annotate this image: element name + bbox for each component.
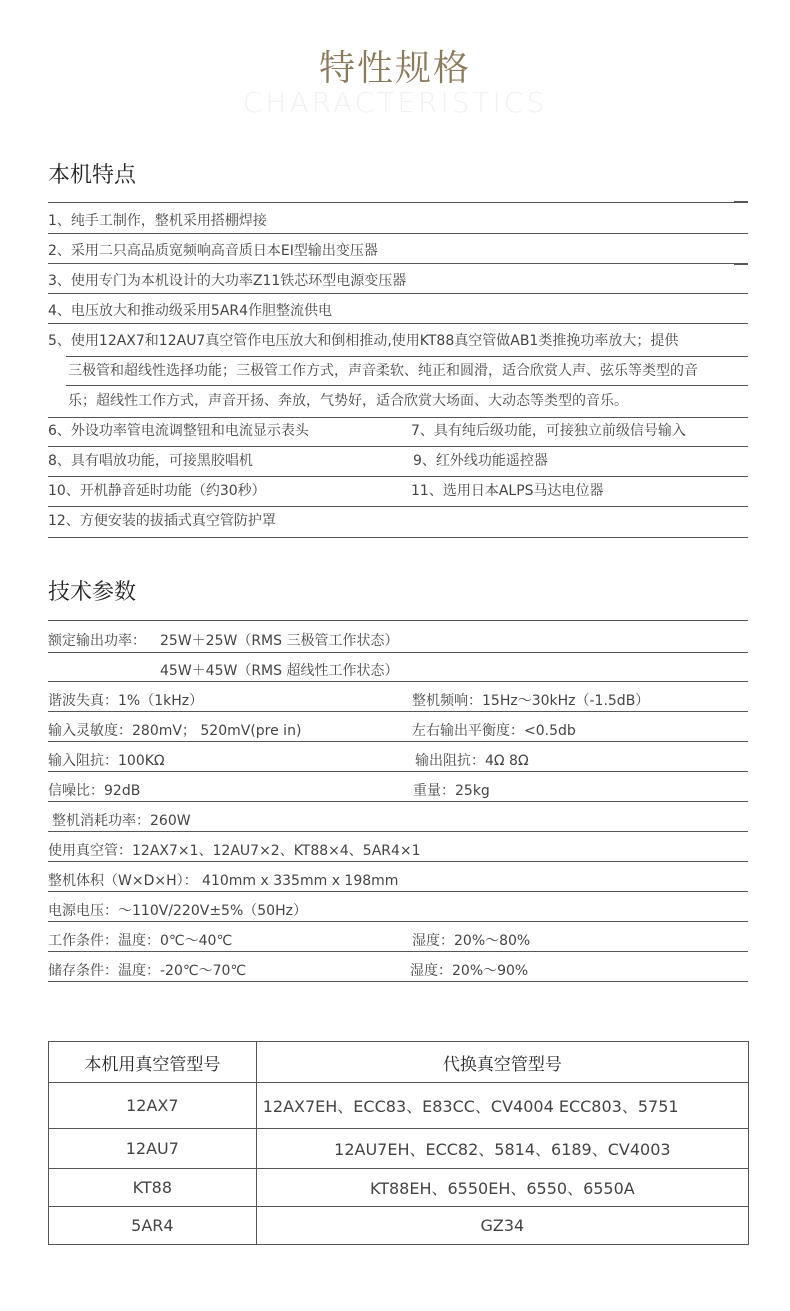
feature-item-continued: 乐；超线性工作方式，声音开扬、奔放，气势好，适合欣赏大场面、大动态等类型的音乐。: [68, 393, 628, 409]
divider: [48, 506, 748, 507]
divider: [48, 741, 748, 742]
spec-channel-balance: 左右输出平衡度：<0.5db: [412, 723, 576, 739]
divider: [48, 446, 748, 447]
table-cell-original: 5AR4: [49, 1207, 257, 1245]
feature-item: 12、方便安装的拔插式真空管防护罩: [48, 513, 276, 529]
feature-item: 10、开机静音延时功能（约30秒）: [48, 483, 266, 499]
divider: [66, 356, 748, 357]
divider: [48, 652, 748, 653]
divider: [48, 831, 748, 832]
divider: [48, 801, 748, 802]
divider: [48, 711, 748, 712]
spec-weight: 重量：25kg: [413, 783, 490, 799]
divider: [48, 293, 748, 294]
feature-item: 6、外设功率管电流调整钮和电流显示表头: [48, 423, 309, 439]
spec-thd: 谐波失真：1%（1kHz）: [48, 693, 204, 709]
features-heading: 本机特点: [48, 163, 137, 188]
table-cell-original: KT88: [49, 1169, 257, 1207]
table-row: [49, 1083, 749, 1129]
table-row: [49, 1129, 749, 1169]
divider: [48, 263, 748, 264]
divider: [48, 921, 748, 922]
spec-storage-humidity: 湿度：20%～90%: [410, 963, 529, 979]
column-header-substitute-tube: 代换真空管型号: [256, 1042, 748, 1083]
divider: [66, 385, 748, 386]
table-cell-substitute: 12AU7EH、ECC82、5814、6189、CV4003: [256, 1129, 748, 1169]
divider: [48, 476, 748, 477]
divider: [48, 233, 748, 234]
divider: [48, 951, 748, 952]
spec-frequency-response: 整机频响：15Hz～30kHz（-1.5dB）: [412, 693, 650, 709]
spec-label-output-power: 额定输出功率：: [48, 633, 146, 649]
feature-item: 11、选用日本ALPS马达电位器: [411, 483, 604, 499]
feature-item: 5、使用12AX7和12AU7真空管作电压放大和倒相推动,使用KT88真空管做AB1类推挽功率放大；提供: [48, 333, 679, 349]
feature-item: 1、纯手工制作，整机采用搭棚焊接: [48, 213, 267, 229]
divider: [48, 202, 748, 203]
spec-output-power-triode: 25W＋25W（RMS 三极管工作状态）: [160, 633, 399, 649]
divider: [48, 981, 748, 982]
table-cell-original: 12AX7: [49, 1083, 257, 1129]
divider: [48, 861, 748, 862]
specs-heading: 技术参数: [48, 580, 137, 605]
spec-operating-temp: 工作条件：温度：0℃～40℃: [48, 933, 233, 949]
divider: [734, 264, 748, 265]
spec-output-power-ultralinear: 45W＋45W（RMS 超线性工作状态）: [160, 663, 399, 679]
spec-tubes-used: 使用真空管：12AX7×1、12AU7×2、KT88×4、5AR4×1: [48, 843, 421, 859]
divider: [48, 417, 748, 418]
table-row: [49, 1169, 749, 1207]
spec-operating-humidity: 湿度：20%～80%: [412, 933, 531, 949]
spec-dimensions: 整机体积（W×D×H）： 410mm x 335mm x 198mm: [48, 873, 399, 889]
spec-input-sensitivity: 输入灵敏度：280mV； 520mV(pre in): [48, 723, 302, 739]
feature-item: 2、采用二只高品质宽频响高音质日本EI型输出变压器: [48, 243, 378, 259]
tube-substitution-table: [48, 1041, 749, 1245]
spec-input-impedance: 输入阻抗：100KΩ: [48, 753, 165, 769]
column-header-original-tube: 本机用真空管型号: [49, 1042, 257, 1083]
feature-item-continued: 三极管和超线性选择功能；三极管工作方式，声音柔软、纯正和圆滑，适合欣赏人声、弦乐等类型的音: [68, 363, 698, 379]
feature-item: 9、红外线功能遥控器: [413, 453, 548, 469]
feature-item: 3、使用专门为本机设计的大功率Z11铁芯环型电源变压器: [48, 273, 407, 289]
divider: [48, 323, 748, 324]
page-subtitle: CHARACTERISTICS: [242, 86, 548, 119]
spec-output-impedance: 输出阻抗：4Ω 8Ω: [415, 753, 529, 769]
feature-item: 8、具有唱放功能，可接黑胶唱机: [48, 453, 253, 469]
divider: [48, 620, 748, 621]
table-cell-substitute: GZ34: [256, 1207, 748, 1245]
table-cell-substitute: 12AX7EH、ECC83、E83CC、CV4004 ECC803、5751: [256, 1083, 748, 1129]
page-title: 特性规格: [318, 48, 471, 89]
divider: [48, 537, 748, 538]
divider: [48, 771, 748, 772]
table-header-row: [49, 1042, 749, 1083]
divider: [48, 681, 748, 682]
feature-item: 4、电压放大和推动级采用5AR4作胆整流供电: [48, 303, 333, 319]
spec-power-consumption: 整机消耗功率：260W: [52, 813, 191, 829]
divider: [734, 201, 748, 202]
spec-snr: 信噪比：92dB: [48, 783, 141, 799]
table-cell-substitute: KT88EH、6550EH、6550、6550A: [256, 1169, 748, 1207]
table-cell-original: 12AU7: [49, 1129, 257, 1169]
spec-storage-temp: 储存条件：温度：-20℃～70℃: [48, 963, 247, 979]
spec-power-supply: 电源电压：～110V/220V±5%（50Hz）: [48, 903, 307, 919]
feature-item: 7、具有纯后级功能，可接独立前级信号输入: [411, 423, 686, 439]
divider: [48, 891, 748, 892]
table-row: [49, 1207, 749, 1245]
